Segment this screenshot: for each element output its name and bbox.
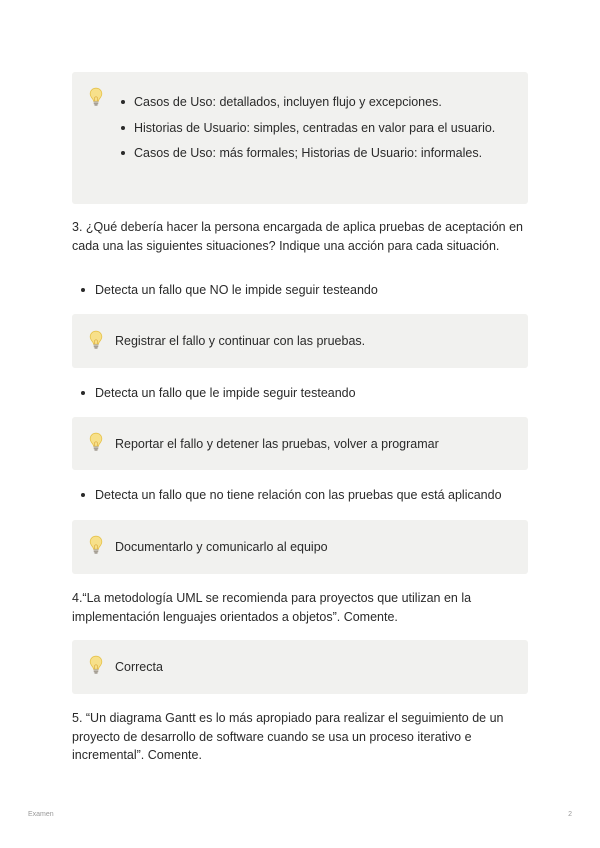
- page-number: 2: [568, 811, 572, 818]
- footer-label: Examen: [28, 811, 54, 818]
- answer-callout-2: [72, 417, 528, 470]
- answer-callout-1: [72, 314, 528, 368]
- question-4-text: 4.“La metodología UML se recomienda para proyectos que utilizan en la implementación lenguajes orientados a objetos”. Comente.: [72, 591, 472, 624]
- answer-text-1: Registrar el fallo y continuar con las pruebas.: [115, 334, 366, 348]
- list-item: Historias de Usuario: simples, centradas en valor para el usuario.: [119, 120, 495, 146]
- situation-bullet-1: Detecta un fallo que NO le impide seguir testeando: [80, 282, 378, 298]
- lightbulb-icon: [89, 87, 103, 107]
- answer-callout-4: [72, 640, 528, 694]
- lightbulb-icon: [89, 330, 103, 350]
- answer-text-4: Correcta: [115, 660, 163, 674]
- situation-bullet-2: Detecta un fallo que le impide seguir testeando: [80, 385, 356, 401]
- question-3-text: 3. ¿Qué debería hacer la persona encargada de aplica pruebas de aceptación en cada una las siguientes situaciones? Indique una acción para cada situación.: [72, 220, 524, 253]
- callout-list: [119, 94, 495, 171]
- callout-summary: [72, 72, 528, 204]
- list-item: Casos de Uso: detallados, incluyen flujo y excepciones.: [119, 94, 495, 120]
- lightbulb-icon: [89, 535, 103, 555]
- lightbulb-icon: [89, 432, 103, 452]
- situation-bullet-3: Detecta un fallo que no tiene relación con las pruebas que está aplicando: [80, 487, 502, 503]
- question-5-text: 5. “Un diagrama Gantt es lo más apropiado para realizar el seguimiento de un proyecto de desarrollo de software cuando se usa un proceso iterativo e incremental”. Comente.: [72, 711, 504, 762]
- list-item: Casos de Uso: más formales; Historias de Usuario: informales.: [119, 145, 495, 171]
- answer-text-3: Documentarlo y comunicarlo al equipo: [115, 540, 328, 554]
- answer-callout-3: [72, 520, 528, 574]
- answer-text-2: Reportar el fallo y detener las pruebas, volver a programar: [115, 437, 439, 451]
- lightbulb-icon: [89, 655, 103, 675]
